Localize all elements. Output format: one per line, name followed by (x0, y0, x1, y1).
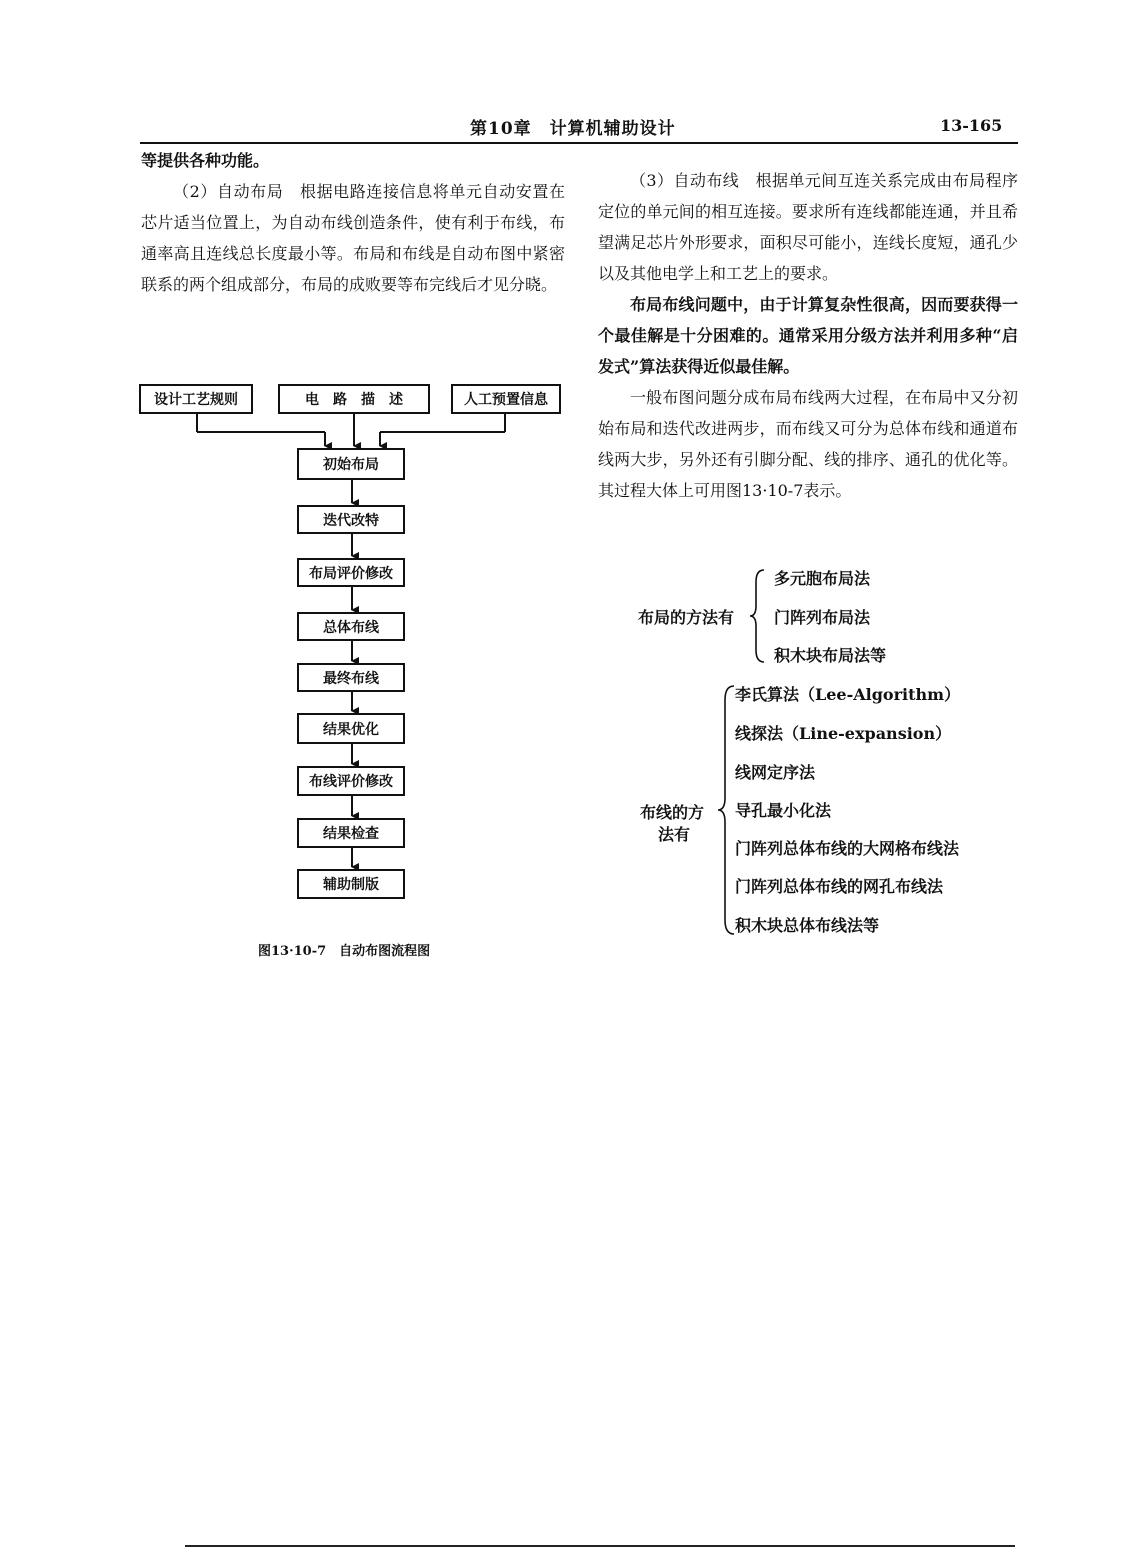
routing-method-item: 李氏算法（Lee-Algorithm） (735, 685, 961, 704)
step-box-final-routing: 最终布线 (297, 663, 405, 692)
routing-method-item: 导孔最小化法 (735, 801, 832, 820)
layout-methods-label: 布局的方法有 (638, 608, 735, 627)
step-box-iterative-improvement: 迭代改特 (297, 505, 405, 534)
layout-method-item: 积木块布局法等 (774, 646, 887, 665)
right-paragraph-3: 一般布图问题分成布局布线两大过程，在布局中又分初始布局和迭代改进两步，而布线又可分为总体布线和通道布线两大步，另外还有引脚分配、线的排序、通孔的优化等。其过程大体上可用图13·10-7表示。 (598, 388, 1018, 500)
step-box-layout-evaluation: 布局评价修改 (297, 558, 405, 587)
layout-methods-brace (748, 568, 768, 664)
routing-method-item: 门阵列总体布线的大网格布线法 (735, 839, 960, 858)
routing-methods-label-line2: 法有 (658, 825, 691, 844)
step-box-result-optimization: 结果优化 (297, 713, 405, 744)
step-box-global-routing: 总体布线 (297, 612, 405, 641)
routing-methods-label-line1: 布线的方 (640, 803, 705, 822)
step-box-initial-layout: 初始布局 (297, 448, 405, 480)
routing-method-item: 积木块总体布线法等 (735, 916, 880, 935)
footer-rule (185, 1545, 1015, 1547)
right-paragraph-2: 布局布线问题中，由于计算复杂性很高，因而要获得一个最佳解是十分困难的。通常采用分级方法并利用多种“启发式”算法获得近似最佳解。 (598, 295, 1018, 376)
right-paragraph-1: （3）自动布线 根据单元间互连关系完成由布局程序定位的单元间的相互连接。要求所有连线都能连通，并且希望满足芯片外形要求，面积尽可能小，连线长度短，通孔少以及其他电学上和工艺上的要求。 (598, 171, 1018, 283)
input-box-process-rules: 设计工艺规则 (139, 384, 253, 414)
input-box-manual-preset: 人工预置信息 (451, 384, 561, 414)
routing-method-item: 门阵列总体布线的网孔布线法 (735, 877, 944, 896)
routing-method-item: 线探法（Line-expansion） (735, 724, 952, 743)
step-box-result-check: 结果检查 (297, 818, 405, 848)
page-number: 13-165 (940, 116, 1003, 135)
figure-caption: 图13·10-7 自动布图流程图 (258, 944, 431, 959)
layout-method-item: 多元胞布局法 (774, 569, 871, 588)
input-box-circuit-description: 电 路 描 述 (278, 384, 430, 414)
step-box-routing-evaluation: 布线评价修改 (297, 766, 405, 796)
left-paragraph-2: （2）自动布局 根据电路连接信息将单元自动安置在芯片适当位置上，为自动布线创造条件，使有利于布线，布通率高且连线总长度最小等。布局和布线是自动布图中紧密联系的两个组成部分，布局的成败要等布完线后才见分晓。 (141, 182, 565, 294)
left-paragraph-1: 等提供各种功能。 (141, 151, 270, 170)
routing-method-item: 线网定序法 (735, 763, 816, 782)
step-box-plate-making: 辅助制版 (297, 869, 405, 899)
chapter-title: 第10章 计算机辅助设计 (470, 119, 676, 139)
layout-method-item: 门阵列布局法 (774, 608, 871, 627)
